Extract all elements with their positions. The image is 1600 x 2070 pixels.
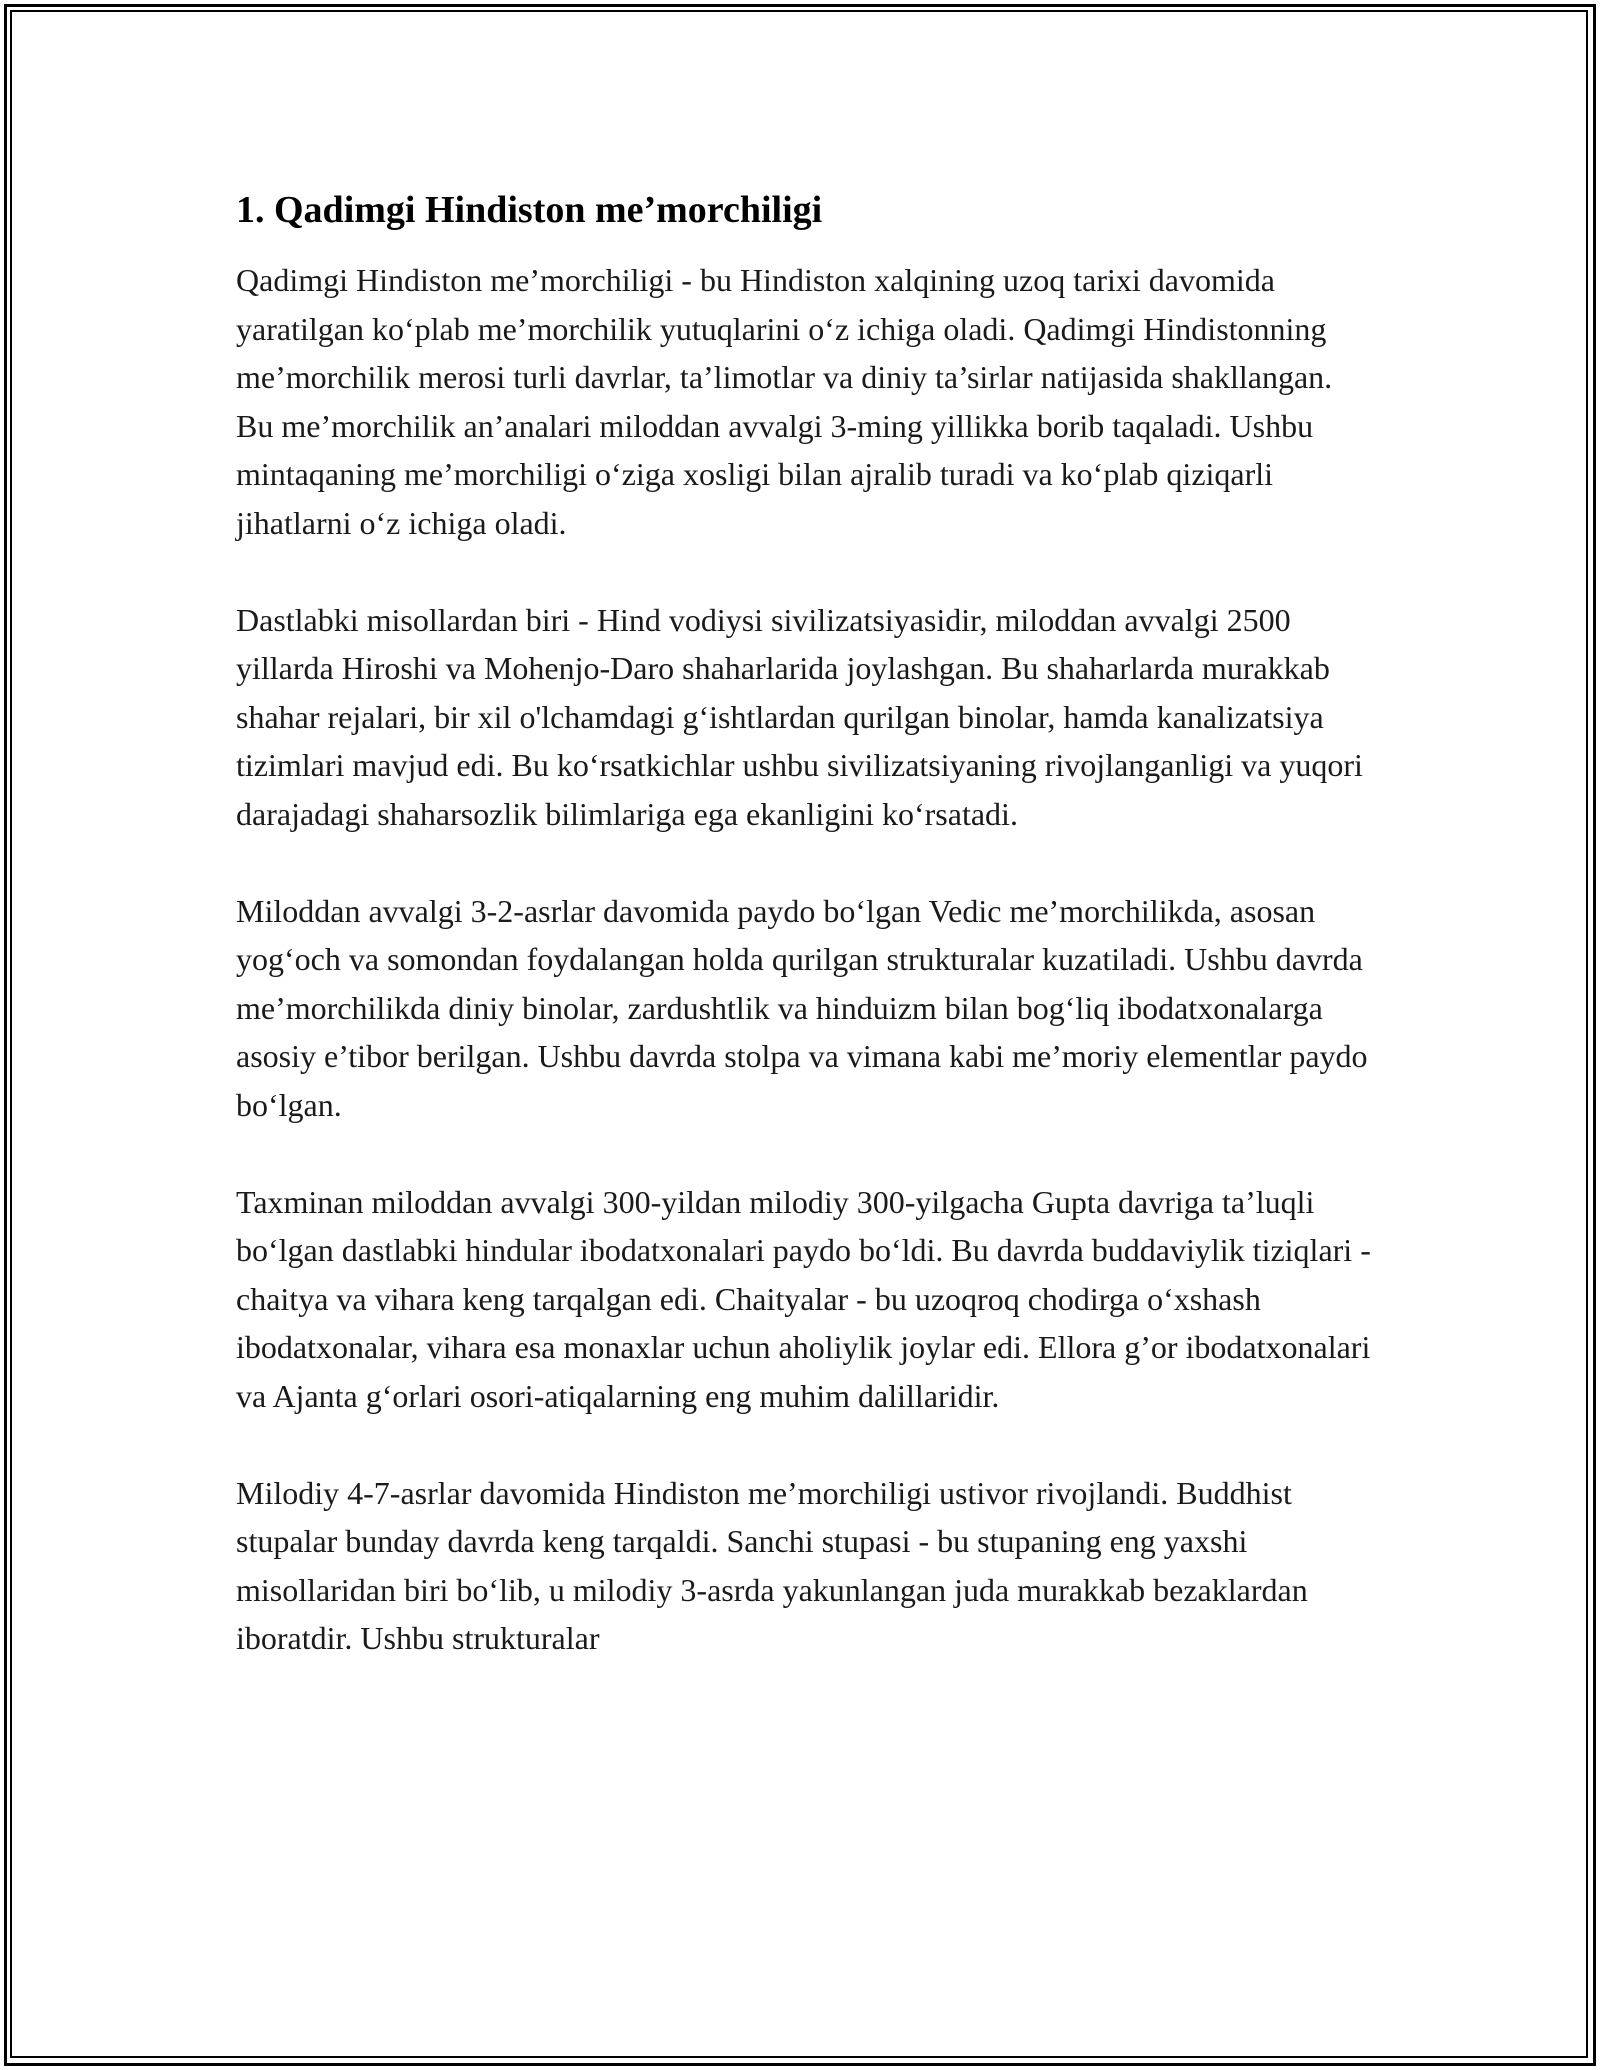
paragraph-3: Miloddan avvalgi 3-2-asrlar davomida paydo bo‘lgan Vedic me’morchilikda, asosan yog‘och va somondan foydalangan holda qurilgan strukturalar kuzatiladi. Ushbu davrda me’morchilikda diniy binolar, zardushtlik va hinduizm bilan bog‘liq ibodatxonalarga asosiy e’tibor berilgan. Ushbu davrda stolpa va vimana kabi me’moriy elementlar paydo bo‘lgan. bbox=[236, 892, 1368, 1123]
paragraph-2: Dastlabki misollardan biri - Hind vodiysi sivilizatsiyasidir, miloddan avvalgi 2500 yillarda Hiroshi va Mohenjo-Daro shaharlarida joylashgan. Bu shaharlarda murakkab shahar rejalari, bir xil o'lchamdagi g‘ishtlardan qurilgan binolar, hamda kanalizatsiya tizimlari mavjud edi. Bu ko‘rsatkichlar ushbu sivilizatsiyaning rivojlanganligi va yuqori darajadagi shaharsozlik bilimlariga ega ekanligini ko‘rsatadi. bbox=[236, 601, 1363, 832]
document-body bbox=[236, 186, 1376, 1663]
paragraph-4: Taxminan miloddan avvalgi 300-yildan milodiy 300-yilgacha Gupta davriga ta’luqli bo‘lgan dastlabki hindular ibodatxonalari paydo bo‘ldi. Bu davrda buddaviylik tiziqlari - chaitya va vihara keng tarqalgan edi. Chaityalar - bu uzoqroq chodirga o‘xshash ibodatxonalar, vihara esa monaxlar uchun aholiylik joylar edi. Ellora g’or ibodatxonalari va Ajanta g‘orlari osori-atiqalarning eng muhim dalillaridir. bbox=[236, 1183, 1371, 1414]
paragraph-1: Qadimgi Hindiston me’morchiligi - bu Hindiston xalqining uzoq tarixi davomida yaratilgan ko‘plab me’morchilik yutuqlarini o‘z ichiga oladi. Qadimgi Hindistonning me’morchilik merosi turli davrlar, ta’limotlar va diniy ta’sirlar natijasida shakllangan. Bu me’morchilik an’analari miloddan avvalgi 3-ming yillikka borib taqaladi. Ushbu mintaqaning me’morchiligi o‘ziga xosligi bilan ajralib turadi va ko‘plab qiziqarli jihatlarni o‘z ichiga oladi. bbox=[236, 262, 1333, 541]
section-heading: 1. Qadimgi Hindiston me’morchiligi bbox=[236, 189, 823, 231]
paragraph-5: Milodiy 4-7-asrlar davomida Hindiston me’morchiligi ustivor rivojlandi. Buddhist stupalar bunday davrda keng tarqaldi. Sanchi stupasi - bu stupaning eng yaxshi misollaridan biri bo‘lib, u milodiy 3-asrda yakunlangan juda murakkab bezaklardan iboratdir. Ushbu strukturalar bbox=[236, 1474, 1308, 1656]
